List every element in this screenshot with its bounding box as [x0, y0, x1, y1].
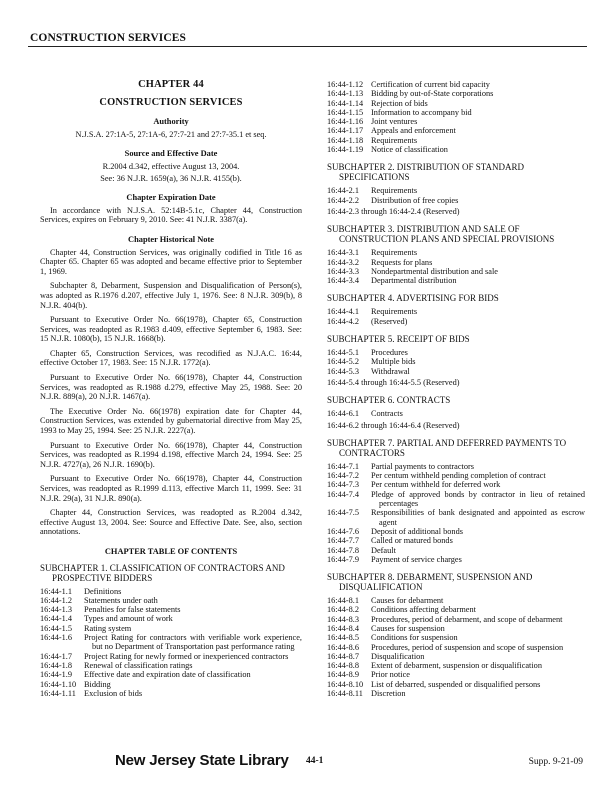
toc-entry-title: Called or matured bonds — [371, 536, 453, 546]
toc-entry-number: 16:44-3.1 — [327, 248, 360, 258]
toc-entry-number: 16:44-1.15 — [327, 107, 364, 117]
toc-entry-title: Project Rating for contractors with verifiable work experience, but no Department of Transportation past performance rating — [84, 633, 302, 652]
toc-entry — [327, 357, 585, 366]
toc-entry-title: Partial payments to contractors — [371, 461, 474, 471]
toc-entry — [327, 624, 585, 633]
source-heading: Source and Effective Date — [124, 149, 218, 159]
authority-text: N.J.S.A. 27:1A-5, 27:1A-6, 27:7-21 and 27:7-35.1 et seq. — [75, 129, 267, 139]
toc-entry — [327, 196, 585, 205]
toc-entry-number: 16:44-2.2 — [327, 195, 360, 205]
toc-entry — [327, 367, 585, 376]
toc-entry-number: 16:44-8.5 — [327, 633, 360, 643]
toc-entry-number: 16:44-1.6 — [40, 633, 73, 643]
toc-entry-title: Causes for debarment — [371, 596, 444, 606]
toc-entry — [327, 126, 585, 135]
subchapter-8-title: SUBCHAPTER 8. DEBARMENT, SUSPENSION AND DISQUALIFICATION — [327, 572, 533, 593]
toc-entry-number: 16:44-3.2 — [327, 257, 360, 267]
toc-entry — [327, 186, 585, 195]
toc-entry-title: Disqualification — [371, 651, 425, 661]
toc-entry-number: 16:44-5.3 — [327, 366, 360, 376]
source-line: R.2004 d.342, effective August 13, 2004. — [102, 161, 240, 171]
toc-entry — [327, 689, 585, 698]
toc-entry-title: Per centum withheld pending completion of contract — [371, 471, 546, 481]
toc-entry — [327, 490, 585, 509]
toc-entry-number: 16:44-1.12 — [327, 80, 364, 89]
subchapter-6-title: SUBCHAPTER 6. CONTRACTS — [327, 395, 451, 406]
toc-entry-title: Types and amount of work — [84, 614, 173, 624]
toc-entry-number: 16:44-8.3 — [327, 614, 360, 624]
toc-entry — [40, 587, 302, 596]
toc-entry-title: Responsibilities of bank designated and appointed as escrow agent — [371, 508, 585, 527]
toc-entry-title: Bidding — [84, 679, 111, 689]
toc-entry-title: Prior notice — [371, 670, 410, 680]
toc-entry-number: 16:44-1.16 — [327, 117, 364, 127]
toc-entry-title: Deposit of additional bonds — [371, 526, 463, 536]
toc-entry-number: 16:44-1.14 — [327, 98, 364, 108]
toc-entry — [327, 276, 585, 285]
history-paragraph: Pursuant to Executive Order No. 66(1978), Chapter 44, Construction Services, was readopted as R.1988 d.279, effective May 25, 1988. See: 20 N.J.R. 889(a), 20 N.J.R. 1467(a). — [40, 373, 302, 402]
toc-entry — [327, 536, 585, 545]
toc-entry-number: 16:44-7.6 — [327, 526, 360, 536]
chapter-title: CONSTRUCTION SERVICES — [99, 96, 243, 108]
subchapter-1-list — [40, 587, 302, 699]
toc-entry-number: 16:44-1.1 — [40, 586, 73, 596]
toc-entry-title: Distribution of free copies — [371, 195, 459, 205]
expiration-text: In accordance with N.J.S.A. 52:14B-5.1c, Chapter 44, Construction Services, expires on February 9, 2010. See: 41 N.J.R. 3387(a). — [40, 205, 302, 225]
footer-supplement: Supp. 9-21-09 — [528, 757, 583, 767]
toc-entry — [327, 546, 585, 555]
toc-entry-number: 16:44-7.8 — [327, 545, 360, 555]
toc-entry-title: Project Rating for newly formed or inexperienced contractors — [84, 651, 289, 661]
toc-entry-title: Information to accompany bid — [371, 107, 472, 117]
toc-entry — [40, 596, 302, 605]
toc-entry — [40, 614, 302, 623]
toc-entry-title: Per centum withheld for deferred work — [371, 480, 501, 490]
history-paragraph: Chapter 44, Construction Services, was readopted as R.2004 d.342, effective August 13, 2004. See: Source and Effective Date. See, also, section annotations. — [40, 508, 302, 537]
toc-entry-title: Requirements — [371, 307, 418, 317]
toc-entry-number: 16:44-1.2 — [40, 595, 73, 605]
toc-entry-title: Withdrawal — [371, 366, 410, 376]
toc-entry — [327, 462, 585, 471]
toc-entry — [40, 624, 302, 633]
subchapter-1-list-continued — [327, 80, 585, 154]
toc-entry — [327, 670, 585, 679]
toc-entry-title: Bidding by out-of-State corporations — [371, 89, 494, 99]
toc-entry-number: 16:44-1.11 — [40, 688, 76, 698]
toc-entry-number: 16:44-6.1 — [327, 409, 360, 419]
toc-entry-title: Procedures, period of suspension and scope of suspension — [371, 642, 564, 652]
subchapter-6-reserved: 16:44-6.2 through 16:44-6.4 (Reserved) — [327, 420, 460, 430]
toc-entry — [327, 89, 585, 98]
toc-entry-number: 16:44-3.3 — [327, 266, 360, 276]
toc-entry-title: Departmental distribution — [371, 276, 457, 286]
toc-entry-number: 16:44-1.7 — [40, 651, 73, 661]
toc-entry — [327, 633, 585, 642]
toc-entry-number: 16:44-1.9 — [40, 670, 73, 680]
toc-entry-title: Certification of current bid capacity — [371, 80, 490, 89]
toc-entry-number: 16:44-4.1 — [327, 307, 360, 317]
toc-entry-number: 16:44-3.4 — [327, 276, 360, 286]
toc-entry-number: 16:44-1.5 — [40, 623, 73, 633]
header-rule — [28, 46, 587, 47]
history-paragraph: Pursuant to Executive Order No. 66(1978), Chapter 65, Construction Services, was readopted as R.1983 d.409, effective September 6, 1983. See: 15 N.J.R. 1080(b), 15 N.J.R. 1668(b). — [40, 315, 302, 344]
history-paragraph: Pursuant to Executive Order No. 66(1978), Chapter 44, Construction Services, was readopted as R.1999 d.113, effective March 11, 1999. See: 31 N.J.R. 29(a), 31 N.J.R. 890(a). — [40, 474, 302, 503]
right-column — [327, 80, 585, 700]
toc-entry-title: Discretion — [371, 689, 406, 699]
toc-entry — [327, 652, 585, 661]
toc-entry-number: 16:44-7.2 — [327, 471, 360, 481]
history-paragraph: Chapter 44, Construction Services, was originally codified in Title 16 as Chapter 65. Chapter 65 was adopted and became effective prior to September 1, 1969. — [40, 247, 302, 276]
toc-entry-title: Requests for plans — [371, 257, 433, 267]
toc-entry-title: Appeals and enforcement — [371, 126, 456, 136]
toc-entry — [40, 661, 302, 670]
toc-entry-title: Notice of classification — [371, 145, 448, 155]
history-paragraph: Chapter 65, Construction Services, was recodified as N.J.A.C. 16:44, effective October 17, 1983. See: 15 N.J.R. 1772(a). — [40, 348, 302, 368]
source-line: See: 36 N.J.R. 1659(a), 36 N.J.R. 4155(b). — [100, 173, 242, 183]
authority-heading: Authority — [153, 117, 189, 127]
subchapter-3-list — [327, 248, 585, 285]
toc-entry — [40, 652, 302, 661]
toc-entry-title: Renewal of classification ratings — [84, 660, 193, 670]
toc-entry — [327, 596, 585, 605]
toc-entry-number: 16:44-1.13 — [327, 89, 364, 99]
toc-entry-number: 16:44-8.4 — [327, 623, 360, 633]
subchapter-5-reserved: 16:44-5.4 through 16:44-5.5 (Reserved) — [327, 377, 460, 387]
toc-entry — [327, 108, 585, 117]
toc-entry-number: 16:44-8.10 — [327, 679, 364, 689]
history-heading: Chapter Historical Note — [128, 234, 214, 244]
toc-entry-number: 16:44-7.5 — [327, 508, 360, 518]
toc-entry-title: Pledge of approved bonds by contractor in lieu of retained percentages — [371, 489, 585, 509]
toc-entry-number: 16:44-1.17 — [327, 126, 364, 136]
toc-entry-number: 16:44-1.3 — [40, 605, 73, 615]
toc-entry-number: 16:44-2.1 — [327, 186, 360, 196]
toc-entry-title: Procedures, period of debarment, and scope of debarment — [371, 614, 563, 624]
history-paragraph: Pursuant to Executive Order No. 66(1978), Chapter 44, Construction Services, was readopted as R.1994 d.198, effective March 24, 1994. See: 25 N.J.R. 4727(a), 26 N.J.R. 1690(b). — [40, 440, 302, 469]
toc-entry — [327, 680, 585, 689]
toc-entry-title: Exclusion of bids — [84, 688, 143, 698]
toc-entry-title: Requirements — [371, 248, 418, 258]
toc-entry-number: 16:44-8.1 — [327, 596, 360, 606]
history-paragraph: The Executive Order No. 66(1978) expiration date for Chapter 44, Construction Services, was extended by gubernatorial directive from May 25, 1993 to May 25, 1994. See: 25 N.J.R. 2227(a). — [40, 406, 302, 436]
toc-entry-title: Causes for suspension — [371, 623, 445, 633]
toc-entry — [327, 409, 585, 418]
toc-entry — [327, 145, 585, 154]
toc-entry-number: 16:44-1.19 — [327, 145, 364, 155]
toc-entry-title: Joint ventures — [371, 117, 418, 127]
toc-entry-title: Extent of debarment, suspension or disqualification — [371, 661, 542, 671]
toc-entry-number: 16:44-7.9 — [327, 554, 360, 564]
toc-entry — [327, 605, 585, 614]
toc-entry-number: 16:44-7.4 — [327, 489, 360, 499]
subchapter-2-reserved: 16:44-2.3 through 16:44-2.4 (Reserved) — [327, 206, 460, 216]
expiration-heading: Chapter Expiration Date — [126, 193, 216, 203]
toc-heading: CHAPTER TABLE OF CONTENTS — [104, 546, 238, 556]
toc-entry — [327, 317, 585, 326]
toc-entry — [327, 136, 585, 145]
toc-entry — [40, 680, 302, 689]
toc-entry-number: 16:44-1.18 — [327, 135, 364, 145]
subchapter-4-title: SUBCHAPTER 4. ADVERTISING FOR BIDS — [327, 293, 499, 304]
subchapter-2-list — [327, 186, 585, 205]
toc-entry-number: 16:44-5.2 — [327, 357, 360, 367]
toc-entry-number: 16:44-8.11 — [327, 689, 363, 699]
toc-entry-title: Contracts — [371, 409, 403, 419]
toc-entry-title: Penalties for false statements — [84, 605, 181, 615]
toc-entry-number: 16:44-1.4 — [40, 614, 73, 624]
toc-entry-title: Requirements — [371, 135, 418, 145]
subchapter-2-title: SUBCHAPTER 2. DISTRIBUTION OF STANDARD SPECIFICATIONS — [327, 162, 525, 183]
toc-entry-number: 16:44-8.6 — [327, 642, 360, 652]
footer-library-name: New Jersey State Library — [115, 752, 289, 769]
toc-entry — [327, 117, 585, 126]
toc-entry-title: List of debarred, suspended or disqualified persons — [371, 679, 541, 689]
footer-page-number: 44-1 — [306, 756, 324, 766]
toc-entry — [327, 307, 585, 316]
subchapter-8-list — [327, 596, 585, 698]
chapter-number: CHAPTER 44 — [138, 79, 204, 90]
toc-entry-number: 16:44-8.7 — [327, 651, 360, 661]
toc-entry — [327, 248, 585, 257]
toc-entry — [327, 258, 585, 267]
toc-entry-title: (Reserved) — [371, 316, 408, 326]
subchapter-7-title: SUBCHAPTER 7. PARTIAL AND DEFERRED PAYMENTS TO CONTRACTORS — [327, 437, 567, 458]
toc-entry-title: Procedures — [371, 348, 408, 358]
toc-entry-title: Rejection of bids — [371, 98, 428, 108]
toc-entry-title: Conditions affecting debarment — [371, 605, 476, 615]
toc-entry-title: Nondepartmental distribution and sale — [371, 266, 498, 276]
toc-entry — [327, 480, 585, 489]
subchapter-6-list — [327, 409, 585, 418]
toc-entry-title: Rating system — [84, 623, 132, 633]
toc-entry-number: 16:44-7.7 — [327, 536, 360, 546]
toc-entry — [327, 471, 585, 480]
subchapter-5-list — [327, 348, 585, 376]
toc-entry-number: 16:44-8.9 — [327, 670, 360, 680]
subchapter-7-list — [327, 462, 585, 564]
toc-entry-number: 16:44-5.1 — [327, 348, 360, 358]
toc-entry-number: 16:44-8.8 — [327, 661, 360, 671]
subchapter-5-title: SUBCHAPTER 5. RECEIPT OF BIDS — [327, 334, 470, 345]
toc-entry-title: Definitions — [84, 586, 122, 596]
toc-entry — [40, 670, 302, 679]
toc-entry-number: 16:44-1.10 — [40, 679, 77, 689]
toc-entry — [40, 689, 302, 698]
toc-entry-number: 16:44-4.2 — [327, 316, 360, 326]
toc-entry — [327, 80, 585, 89]
toc-entry-number: 16:44-8.2 — [327, 605, 360, 615]
toc-entry — [327, 661, 585, 670]
toc-entry-title: Requirements — [371, 186, 418, 196]
toc-entry-number: 16:44-7.3 — [327, 480, 360, 490]
toc-entry — [327, 348, 585, 357]
toc-entry — [327, 555, 585, 564]
toc-entry — [327, 99, 585, 108]
toc-entry — [327, 615, 585, 624]
toc-entry-number: 16:44-1.8 — [40, 660, 73, 670]
subchapter-4-list — [327, 307, 585, 326]
toc-entry-title: Payment of service charges — [371, 554, 462, 564]
left-column — [40, 80, 302, 700]
toc-entry-title: Statements under oath — [84, 595, 158, 605]
toc-entry — [40, 633, 302, 652]
toc-entry-title: Default — [371, 545, 396, 555]
history-paragraph: Subchapter 8, Debarment, Suspension and Disqualification of Person(s), was adopted as R.1976 d.207, effective July 1, 1976. See: 8 N.J.R. 309(b), 8 N.J.R. 404(b). — [40, 281, 302, 310]
toc-entry-title: Multiple bids — [371, 357, 416, 367]
toc-entry-title: Effective date and expiration date of classification — [84, 670, 251, 680]
toc-entry — [40, 605, 302, 614]
subchapter-1-title: SUBCHAPTER 1. CLASSIFICATION OF CONTRACTORS AND PROSPECTIVE BIDDERS — [40, 562, 285, 583]
toc-entry-title: Conditions for suspension — [371, 633, 458, 643]
toc-entry — [327, 527, 585, 536]
running-head: CONSTRUCTION SERVICES — [30, 32, 187, 44]
subchapter-3-title: SUBCHAPTER 3. DISTRIBUTION AND SALE OF CONSTRUCTION PLANS AND SPECIAL PROVISIONS — [327, 224, 555, 245]
toc-entry-number: 16:44-7.1 — [327, 461, 360, 471]
toc-entry — [327, 643, 585, 652]
toc-entry — [327, 508, 585, 527]
toc-entry — [327, 267, 585, 276]
